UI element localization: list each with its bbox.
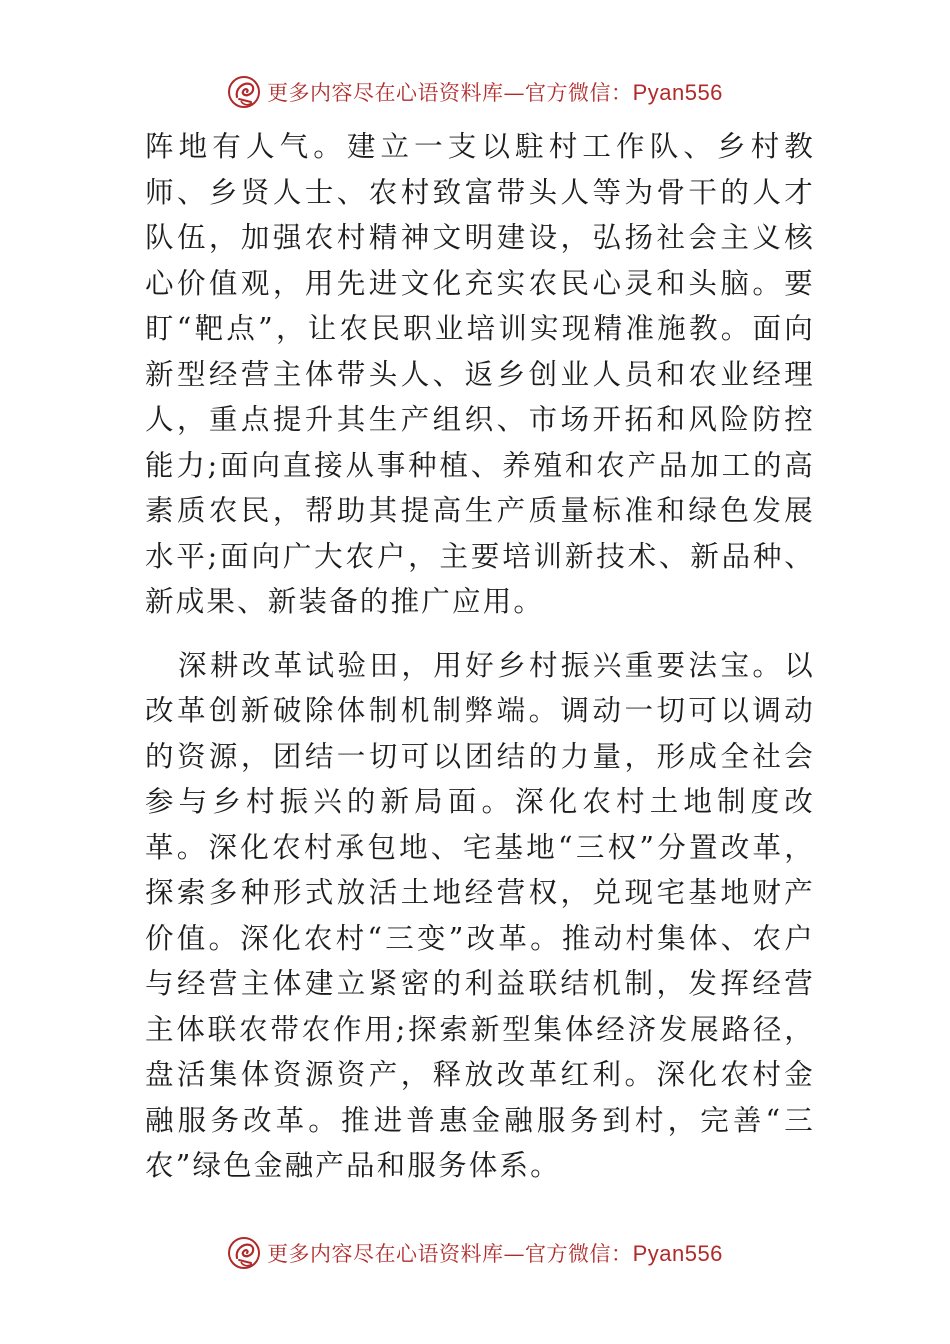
footer-banner <box>0 1231 950 1275</box>
footer-slogan-text: 更多内容尽在心语资料库—官方微信： <box>267 1242 633 1266</box>
header-account: Pyan556 <box>632 80 723 105</box>
paragraph-1: 阵地有人气。建立一支以駐村工作队、乡村教师、乡贤人士、农村致富带头人等为骨干的人才队伍，加强农村精神文明建设，弘扬社会主义核心价值观，用先进文化充实农民心灵和头脑。要盯“靶点”，让农民职业培训实现精准施教。面向新型经营主体带头人、返乡创业人员和农业经理人，重点提升其生产组织、市场开拓和风险防控能力;面向直接从事种植、养殖和农产品加工的高素质农民，帮助其提高生产质量标准和绿色发展水平;面向广大农户，主要培训新技术、新品种、新成果、新装备的推广应用。 <box>145 130 815 618</box>
rose-logo-icon <box>227 1236 261 1270</box>
header-slogan <box>267 77 723 107</box>
footer-slogan <box>267 1238 723 1268</box>
rose-logo-icon <box>227 75 261 109</box>
footer-account: Pyan556 <box>632 1241 723 1266</box>
header-slogan-text: 更多内容尽在心语资料库—官方微信： <box>267 81 633 105</box>
paragraph-2: 深耕改革试验田，用好乡村振兴重要法宝。以改革创新破除体制机制弊端。调动一切可以调动的资源，团结一切可以团结的力量，形成全社会参与乡村振兴的新局面。深化农村土地制度改革。深化农村承包地、宅基地“三权”分置改革，探索多种形式放活土地经营权，兑现宅基地财产价值。深化农村“三变”改革。推动村集体、农户与经营主体建立紧密的利益联结机制，发挥经营主体联农带农作用;探索新型集体经济发展路径，盘活集体资源资产，释放改革红利。深化农村金融服务改革。推进普惠金融服务到村，完善“三农”绿色金融产品和服务体系。 <box>145 648 815 1182</box>
document-body <box>145 124 815 1189</box>
header-banner <box>0 70 950 114</box>
